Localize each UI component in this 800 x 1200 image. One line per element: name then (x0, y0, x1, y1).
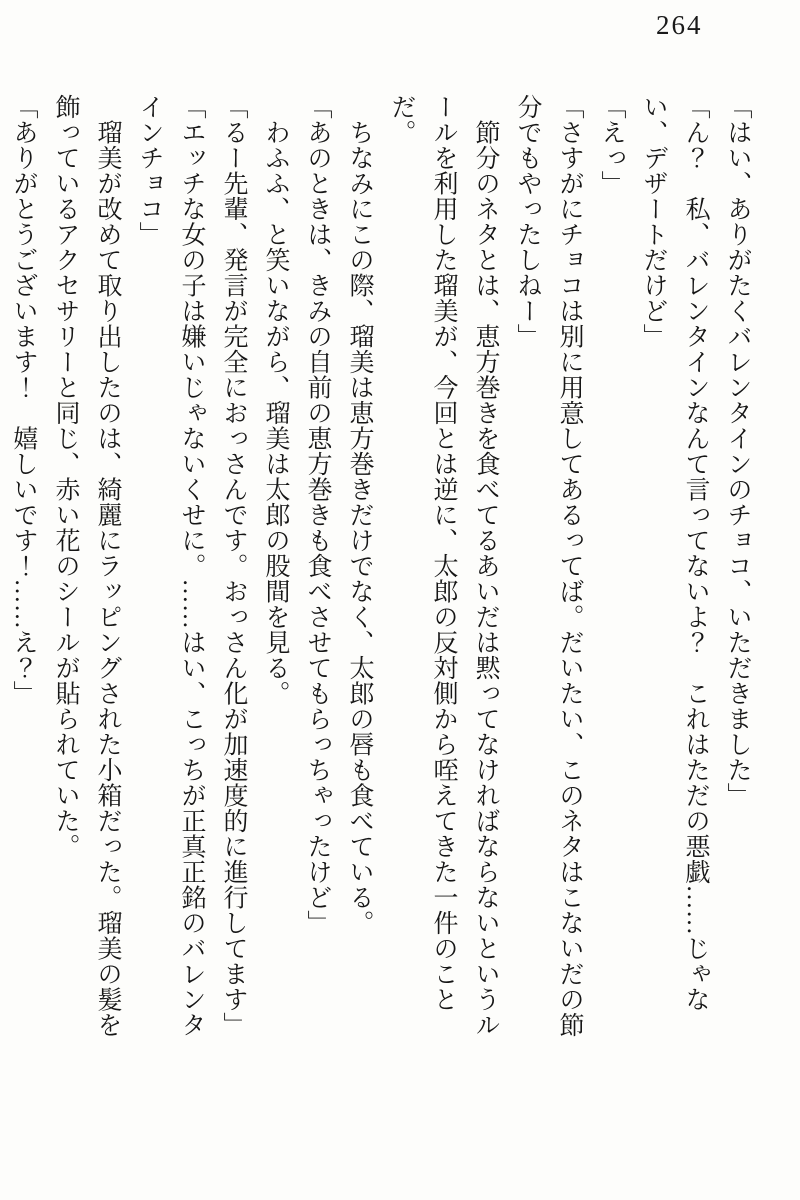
page-number: 264 (656, 10, 703, 40)
paragraph: 「さすがにチョコは別に用意してあるってば。だいたい、このネタはこないだの節分でもやったしねー」 (514, 94, 583, 1038)
paragraph: 「エッチな女の子は嫌いじゃないくせに。……はい、こっちが正真正銘のバレンタインチョコ」 (136, 94, 205, 1038)
main-text (10, 94, 758, 1052)
paragraph: 「ん？ 私、バレンタインなんて言ってないよ？ これはただの悪戯……じゃない、デザートだけど」 (640, 94, 709, 1012)
paragraph: ちなみにこの際、瑠美は恵方巻きだけでなく、太郎の唇も食べている。 (346, 94, 373, 936)
paragraph: 「はい、ありがたくバレンタインのチョコ、いただきました」 (724, 94, 751, 808)
paragraph: 「ありがとうございます！ 嬉しいです！……え？」 (10, 94, 37, 706)
paragraph: わふふ、と笑いながら、瑠美は太郎の股間を見る。 (262, 94, 289, 706)
paragraph: 瑠美が改めて取り出したのは、綺麗にラッピングされた小箱だった。瑠美の髪を飾っているアクセサリーと同じ、赤い花のシールが貼られていた。 (52, 94, 121, 1038)
paragraph: 「あのときは、きみの自前の恵方巻きも食べさせてもらっちゃったけど」 (304, 94, 331, 936)
paragraph: 節分のネタとは、恵方巻きを食べてるあいだは黙ってなければならないというルールを利用した瑠美が、今回とは逆に、太郎の反対側から咥えてきた一件のことだ。 (388, 94, 499, 1038)
paragraph: 「えっ」 (598, 94, 625, 196)
paragraph: 「るー先輩、発言が完全におっさんです。おっさん化が加速度的に進行してます」 (220, 94, 247, 1038)
